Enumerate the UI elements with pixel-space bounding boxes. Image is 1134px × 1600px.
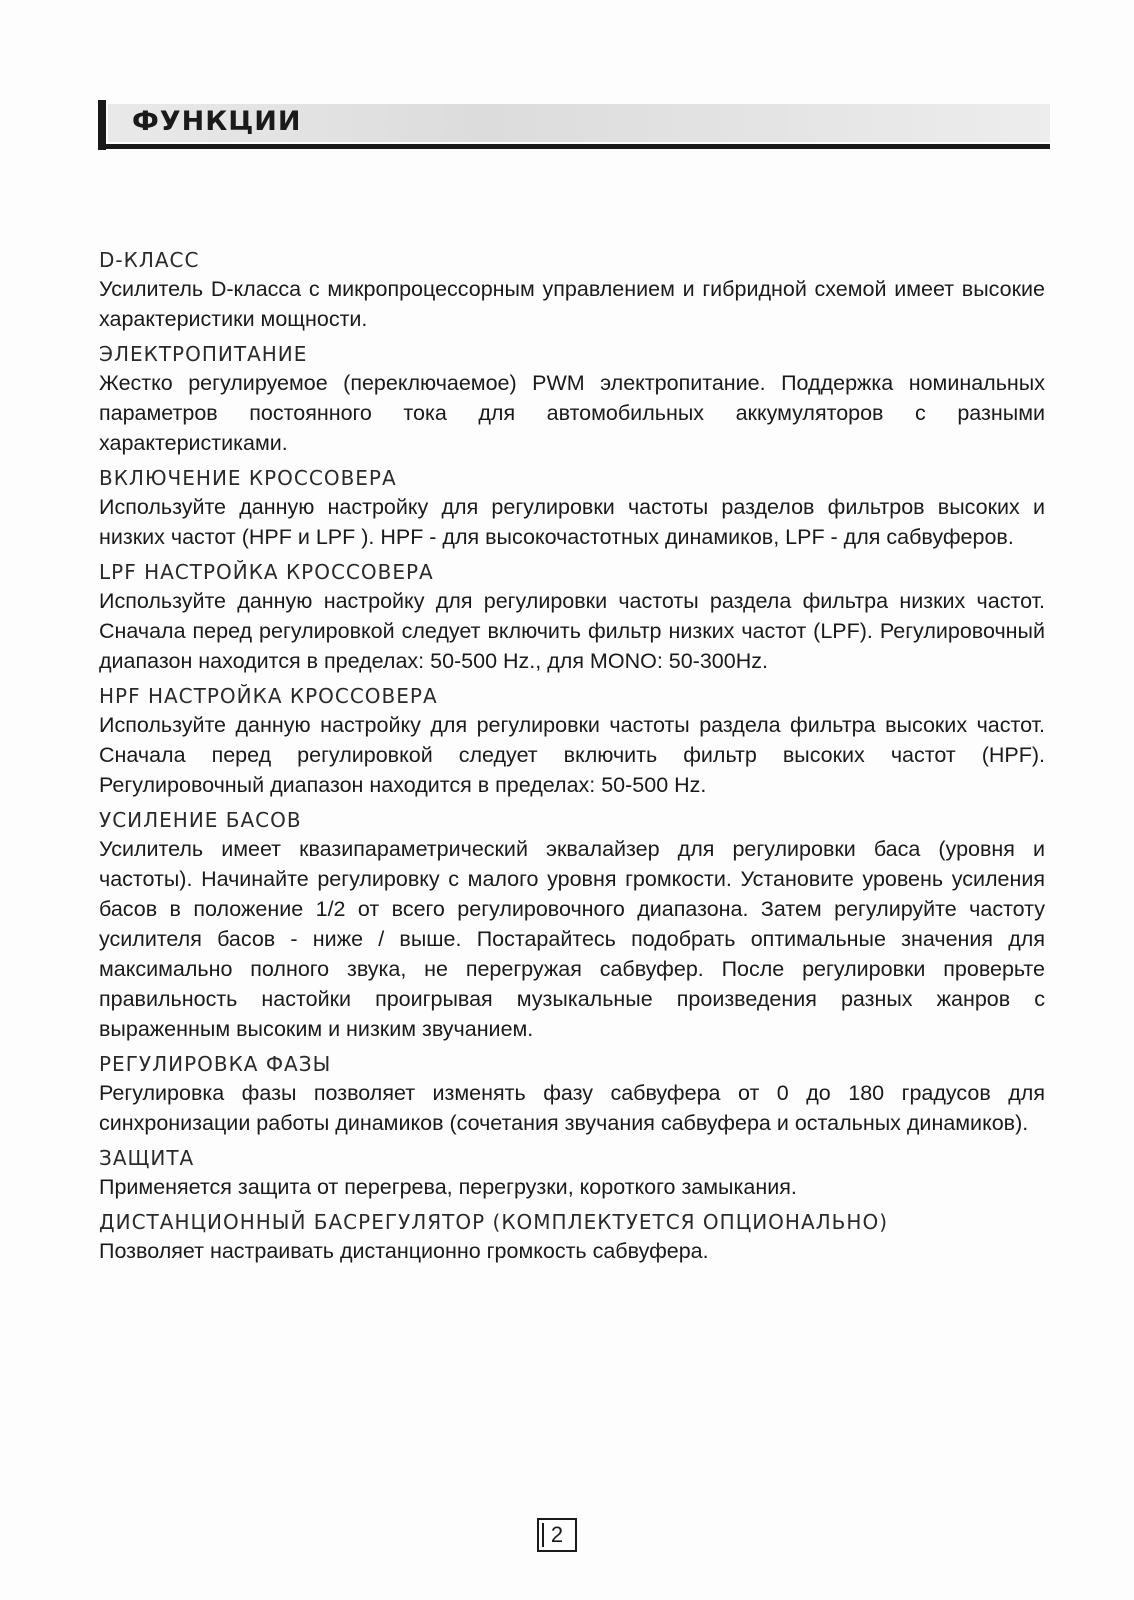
section-hpf-crossover — [99, 682, 1045, 800]
section-body: Используйте данную настройку для регулировки частоты раздела фильтра низких частот. Сначала перед регулировкой следует включить фильтр низких частот (LPF). Регулировочный диапазон находится в пределах: 50-500 Hz., для MONO: 50-300Hz. — [99, 589, 1045, 673]
section-body: Применяется защита от перегрева, перегрузки, короткого замыкания. — [99, 1175, 797, 1199]
section-title: ВКЛЮЧЕНИЕ КРОССОВЕРА — [99, 466, 397, 490]
section-power-supply — [99, 340, 1045, 458]
section-title: УСИЛЕНИЕ БАСОВ — [99, 808, 302, 832]
section-body: Усилитель D-класса с микропроцессорным управлением и гибридной схемой имеет высокие характеристики мощности. — [99, 277, 1045, 331]
header-rule — [98, 144, 1050, 149]
section-d-class — [99, 246, 1045, 334]
header-accent-bar — [98, 100, 106, 150]
section-title: РЕГУЛИРОВКА ФАЗЫ — [99, 1052, 332, 1076]
section-phase-control — [99, 1050, 1045, 1138]
section-protection — [99, 1144, 1045, 1202]
section-title: ЗАЩИТА — [99, 1146, 195, 1170]
functions-list — [99, 246, 1045, 1272]
section-lpf-crossover — [99, 558, 1045, 676]
section-bass-boost — [99, 806, 1045, 1044]
section-body: Жестко регулируемое (переключаемое) PWM электропитание. Поддержка номинальных параметров постоянного тока для автомобильных аккумуляторов с разными характеристиками. — [99, 371, 1045, 455]
section-title: HPF НАСТРОЙКА КРОССОВЕРА — [99, 684, 438, 708]
section-body: Позволяет настраивать дистанционно громкость сабвуфера. — [99, 1239, 709, 1263]
section-title: ДИСТАНЦИОННЫЙ БАСРЕГУЛЯТОР (КОМПЛЕКТУЕТСЯ ОПЦИОНАЛЬНО) — [99, 1210, 888, 1234]
section-body: Используйте данную настройку для регулировки частоты разделов фильтров высоких и низких частот (HPF и LPF ). HPF - для высокочастотных динамиков, LPF - для сабвуферов. — [99, 495, 1045, 549]
section-body: Используйте данную настройку для регулировки частоты раздела фильтра высоких частот. Сначала перед регулировкой следует включить фильтр высоких частот (HPF). Регулировочный диапазон находится в пределах: 50-500 Hz. — [99, 713, 1045, 797]
page-number: 2 — [537, 1518, 577, 1552]
section-title: ЭЛЕКТРОПИТАНИЕ — [99, 342, 308, 366]
page-title: ФУНКЦИИ — [132, 106, 302, 137]
page-header — [98, 100, 1050, 150]
section-crossover-enable — [99, 464, 1045, 552]
section-body: Усилитель имеет квазипараметрический эквалайзер для регулировки баса (уровня и частоты). Начинайте регулировку с малого уровня громкости. Установите уровень усиления басов в положение 1/2 от всего регулировочного диапазона. Затем регулируйте частоту усилителя басов - ниже / выше. Постарайтесь подобрать оптимальные значения для максимально полного звука, не перегружая сабвуфер. После регулировки проверьте правильность настойки проигрывая музыкальные произведения разных жанров с выраженным высоким и низким звучанием. — [99, 837, 1045, 1041]
section-title: LPF НАСТРОЙКА КРОССОВЕРА — [99, 560, 434, 584]
section-title: D-КЛАСС — [99, 248, 200, 272]
section-remote-bass — [99, 1208, 1045, 1266]
section-body: Регулировка фазы позволяет изменять фазу сабвуфера от 0 до 180 градусов для синхронизации работы динамиков (сочетания звучания сабвуфера и остальных динамиков). — [99, 1081, 1045, 1135]
